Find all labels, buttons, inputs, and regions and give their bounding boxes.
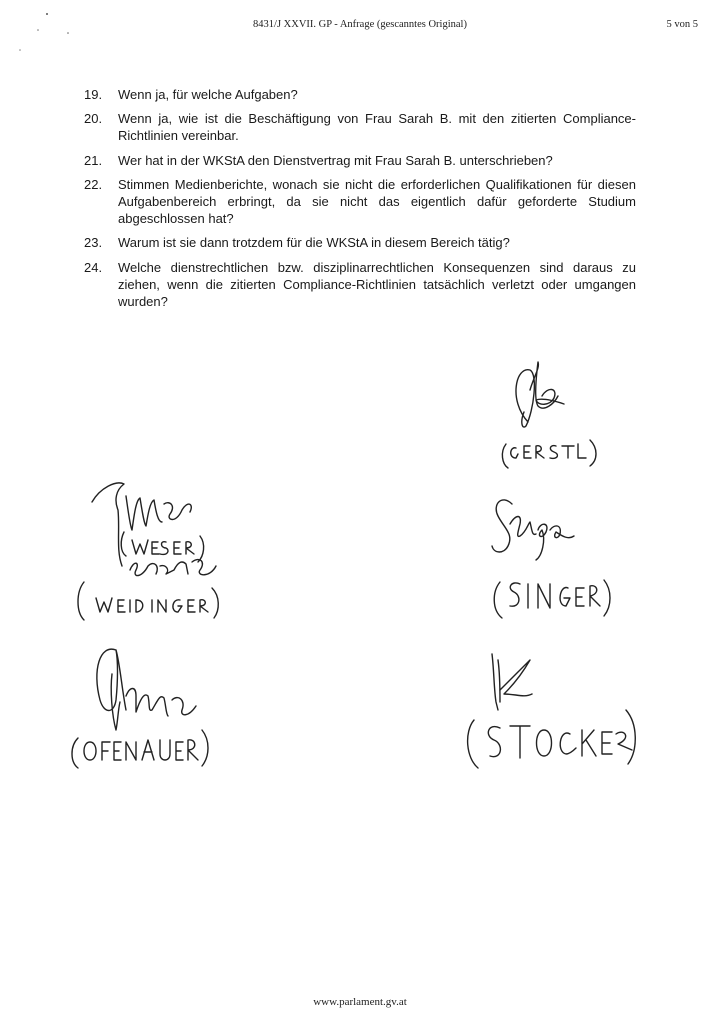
question-text: Wer hat in der WKStA den Dienstvertrag mit Frau Sarah B. unterschrieben? bbox=[118, 152, 553, 168]
question-text: Welche dienstrechtlichen bzw. disziplinarrechtlichen Konsequenzen sind daraus zu ziehen, wenn die zitierten Compliance-Richtlinien tatsächlich verletzt oder umgangen wurden? bbox=[118, 259, 636, 310]
signature-singer bbox=[480, 484, 620, 624]
question-item bbox=[84, 152, 636, 169]
question-number: 19. bbox=[84, 87, 103, 102]
signature-gerstl bbox=[478, 360, 618, 470]
footer-url: www.parlament.gv.at bbox=[313, 996, 407, 1008]
question-item bbox=[84, 234, 636, 251]
question-number: 20. bbox=[84, 111, 103, 127]
document-title: 8431/J XXVII. GP - Anfrage (gescanntes Original) bbox=[253, 19, 467, 30]
question-text: Wenn ja, wie ist die Beschäftigung von Frau Sarah B. mit den zitierten Compliance-Richtlinien vereinbar. bbox=[118, 111, 636, 144]
question-item bbox=[84, 86, 636, 103]
question-text: Warum ist sie dann trotzdem für die WKStA in diesem Bereich tätig? bbox=[118, 235, 510, 251]
scan-specks bbox=[0, 0, 80, 60]
signature-weidinger bbox=[70, 470, 230, 630]
question-text: Stimmen Medienberichte, wonach sie nicht die erforderlichen Qualifikationen für diesen Aufgabenbereich erbringt, da sie nicht das eigentlich dafür geforderte Studium abgeschlossen hat? bbox=[118, 176, 636, 227]
question-item bbox=[84, 176, 636, 228]
question-number: 22. bbox=[84, 176, 103, 192]
question-item bbox=[84, 110, 636, 144]
question-number: 21. bbox=[84, 152, 103, 168]
question-number: 24. bbox=[84, 259, 103, 275]
question-list bbox=[84, 86, 636, 317]
signature-ofenauer bbox=[64, 630, 214, 770]
signature-stocker bbox=[460, 640, 640, 780]
question-text: Wenn ja, für welche Aufgaben? bbox=[118, 87, 298, 102]
question-number: 23. bbox=[84, 235, 103, 251]
page-number: 5 von 5 bbox=[666, 19, 698, 30]
question-item bbox=[84, 259, 636, 311]
